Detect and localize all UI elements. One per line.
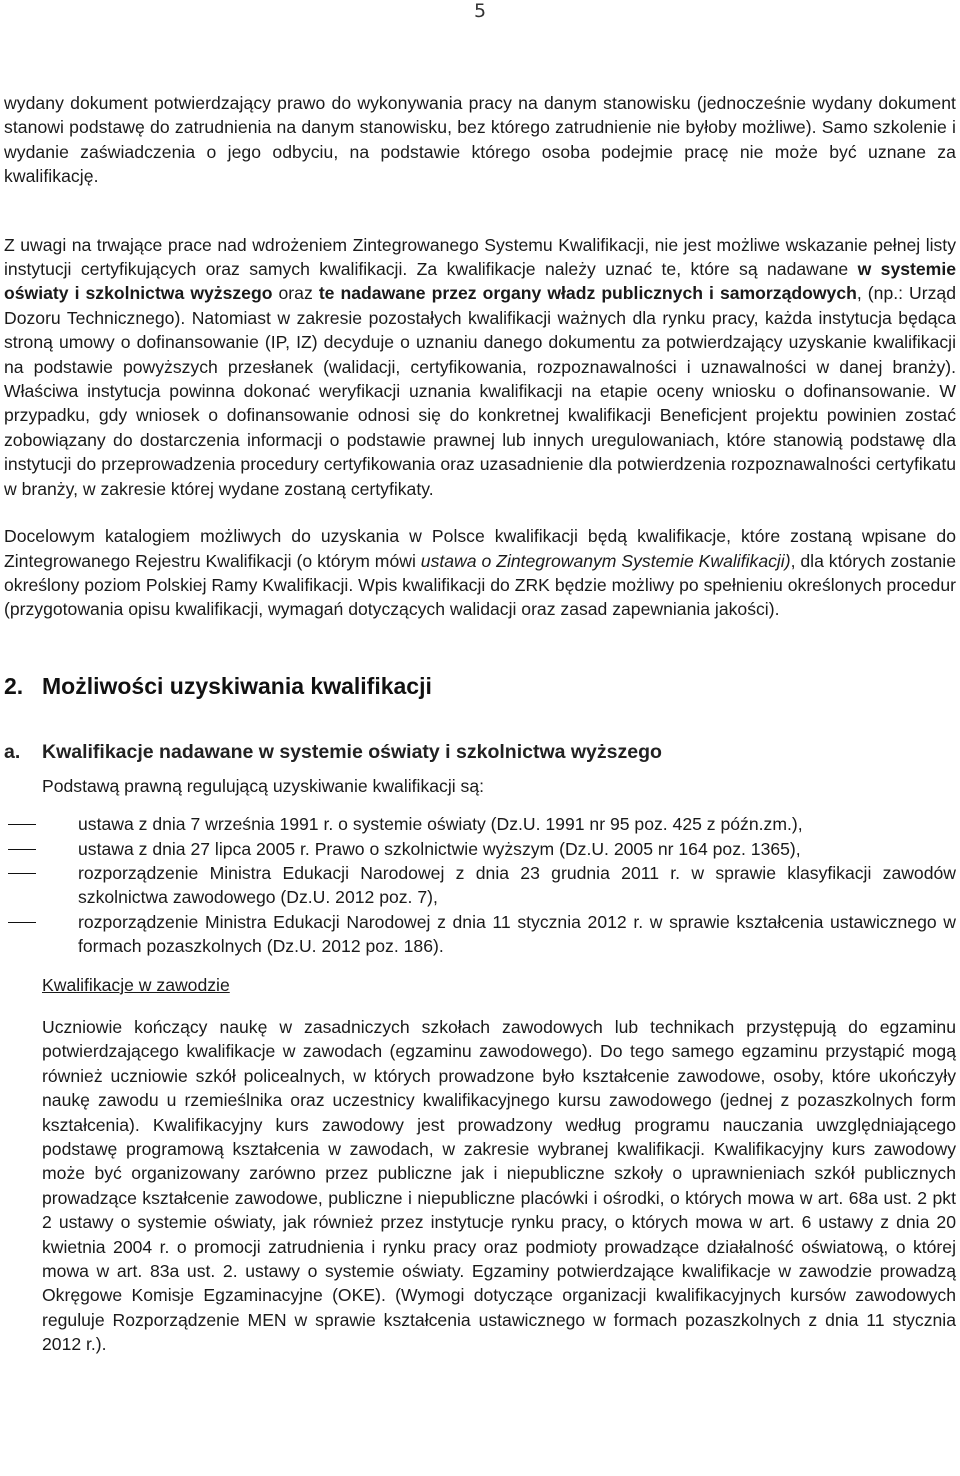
section-number: 2. — [4, 672, 24, 699]
list-item — [4, 837, 956, 861]
paragraph-2-text: Z uwagi na trwające prace nad wdrożeniem Zintegrowanego Systemu Kwalifikacji, nie jest możliwe wskazanie pełnej listy instytucji certyfikujących oraz samych kwalifikacji. Za kwalifikacje należy uznać te, które są nadawane — [4, 234, 956, 280]
subsection-title: Kwalifikacje nadawane w systemie oświaty i szkolnictwa wyższego — [42, 740, 662, 763]
dash-bullet-icon — [8, 873, 36, 874]
subsection-heading — [4, 740, 956, 764]
list-item-text: rozporządzenie Ministra Edukacji Narodowej z dnia 11 stycznia 2012 r. w sprawie kształcenia ustawicznego w formach pozaszkolnych (Dz.U. 2012 poz. 186). — [78, 911, 956, 957]
paragraph-3-italic: ustawa o Zintegrowanym Systemie Kwalifikacji) — [420, 550, 791, 571]
underlined-heading-text: Kwalifikacje w zawodzie — [42, 974, 230, 995]
page-number: 5 — [473, 0, 487, 22]
list-item — [4, 812, 956, 836]
document-body — [4, 91, 956, 1357]
section-heading — [4, 672, 956, 700]
dash-bullet-icon — [8, 849, 36, 850]
paragraph-2-bold-2: te nadawane przez organy władz publicznych i samorządowych — [318, 283, 857, 304]
paragraph-1: wydany dokument potwierdzający prawo do wykonywania pracy na danym stanowisku (jednocześnie wydany dokument stanowi podstawę do zatrudnienia na danym stanowisku, bez którego zatrudnienie nie byłoby możliwe). Samo szkolenie i wydanie zaświadczenia o jego odbyciu, na podstawie którego osoba podejmie pracę nie może być uznane za kwalifikację. — [4, 93, 956, 187]
section-title: Możliwości uzyskiwania kwalifikacji — [42, 672, 432, 699]
dash-bullet-icon — [8, 824, 36, 825]
list-item-text: rozporządzenie Ministra Edukacji Narodowej z dnia 23 grudnia 2011 r. w sprawie klasyfikacji zawodów szkolnictwa zawodowego (Dz.U. 2012 poz. 7), — [78, 862, 956, 908]
paragraph-3-text: , dla których zostanie określony poziom Polskiej Ramy Kwalifikacji. Wpis kwalifikacji do ZRK będzie możliwy po spełnieniu określonych procedur (przygotowania opisu kwalifikacji, wymagań dotyczących walidacji oraz zasad zapewniania jakości). — [4, 550, 956, 620]
paragraph-final: Uczniowie kończący naukę w zasadniczych szkołach zawodowych lub technikach przystępują do egzaminu potwierdzającego kwalifikacje w zawodach (egzaminu zawodowego). Do tego samego egzaminu przystąpić mogą również uczniowie szkół policealnych, w których prowadzone było kształcenie zawodowe, osoby, które ukończyły naukę zawodu u rzemieślnika oraz uczestnicy kwalifikacyjnego kursu zawodowego (jednej z pozaszkolnych form kształcenia). Kwalifikacyjny kurs zawodowy jest prowadzony według programu nauczania uwzględniającego podstawę programową kształcenia w zawodach, w zakresie wybranej kwalifikacji. Kwalifikacyjny kurs zawodowy może być organizowany zarówno przez publiczne jak i niepubliczne szkoły o uprawnieniach szkół publicznych prowadzące kształcenie zawodowe, publiczne i niepubliczne placówki i ośrodki, o których mowa w art. 68a ust. 2 pkt 2 ustawy o systemie oświaty, jak również przez instytucje rynku pracy, o których mowa w art. 6 ustawy z dnia 20 kwietnia 2004 r. o promocji zatrudnienia i rynku pracy oraz podmioty prowadzące działalność oświatową, o której mowa w art. 83a ust. 2. ustawy o systemie oświaty. Egzaminy potwierdzające kwalifikacje w zawodzie prowadzą Okręgowe Komisje Egzaminacyjne (OKE). (Wymogi dotyczące organizacji kwalifikacyjnych kursów zawodowych reguluje Rozporządzenie MEN w sprawie kształcenia ustawicznego w formach pozaszkolnych z dnia 11 stycznia 2012 r.). — [42, 1016, 956, 1355]
underlined-heading — [4, 973, 956, 997]
legal-basis-list — [4, 812, 956, 958]
subsection-letter: a. — [4, 740, 21, 763]
list-item — [4, 910, 956, 959]
paragraph-3 — [4, 524, 956, 622]
paragraph-2-bold-1: w systemie oświaty i szkolnictwa wyższego — [4, 259, 956, 304]
list-item — [4, 861, 956, 910]
paragraph-2 — [4, 233, 956, 501]
paragraph-2-text: oraz — [272, 283, 319, 304]
list-item-text: ustawa z dnia 27 lipca 2005 r. Prawo o szkolnictwie wyższym (Dz.U. 2005 nr 164 poz. 1365), — [78, 838, 801, 859]
legal-basis-intro: Podstawą prawną regulującą uzyskiwanie kwalifikacji są: — [42, 775, 485, 796]
dash-bullet-icon — [8, 922, 36, 923]
paragraph-3-text: Docelowym katalogiem możliwych do uzyskania w Polsce kwalifikacji będą kwalifikacje, które zostaną wpisane do Zintegrowanego Rejestru Kwalifikacji (o którym mówi — [4, 526, 956, 571]
list-item-text: ustawa z dnia 7 września 1991 r. o systemie oświaty (Dz.U. 1991 nr 95 poz. 425 z późn.zm.), — [78, 814, 803, 835]
paragraph-2-text: , (np.: Urząd Dozoru Technicznego). Natomiast w zakresie pozostałych kwalifikacji ważnych dla rynku pracy, każda instytucja będąca stroną umowy o dofinansowanie (IP, IZ) decyduje o uznaniu danego dokumentu za potwierdzający uzyskanie kwalifikacji na podstawie powyższych przesłanek (walidacji, certyfikowania, rozpoznawalności i uznawalności w danej branży). Właściwa instytucja powinna dokonać weryfikacji uznania kwalifikacji na etapie oceny wniosku o dofinansowanie. W przypadku, gdy wniosek o dofinansowanie odnosi się do konkretnej kwalifikacji Beneficjent projektu powinien zostać zobowiązany do dostarczenia informacji o podstawie prawnej lub innych uregulowaniach, które stanowią podstawę dla instytucji do przeprowadzenia procedury certyfikowania oraz uzasadnienie dla potwierdzenia rozpoznawalności certyfikatu w branży, w zakresie której wydane zostaną certyfikaty. — [4, 283, 956, 499]
